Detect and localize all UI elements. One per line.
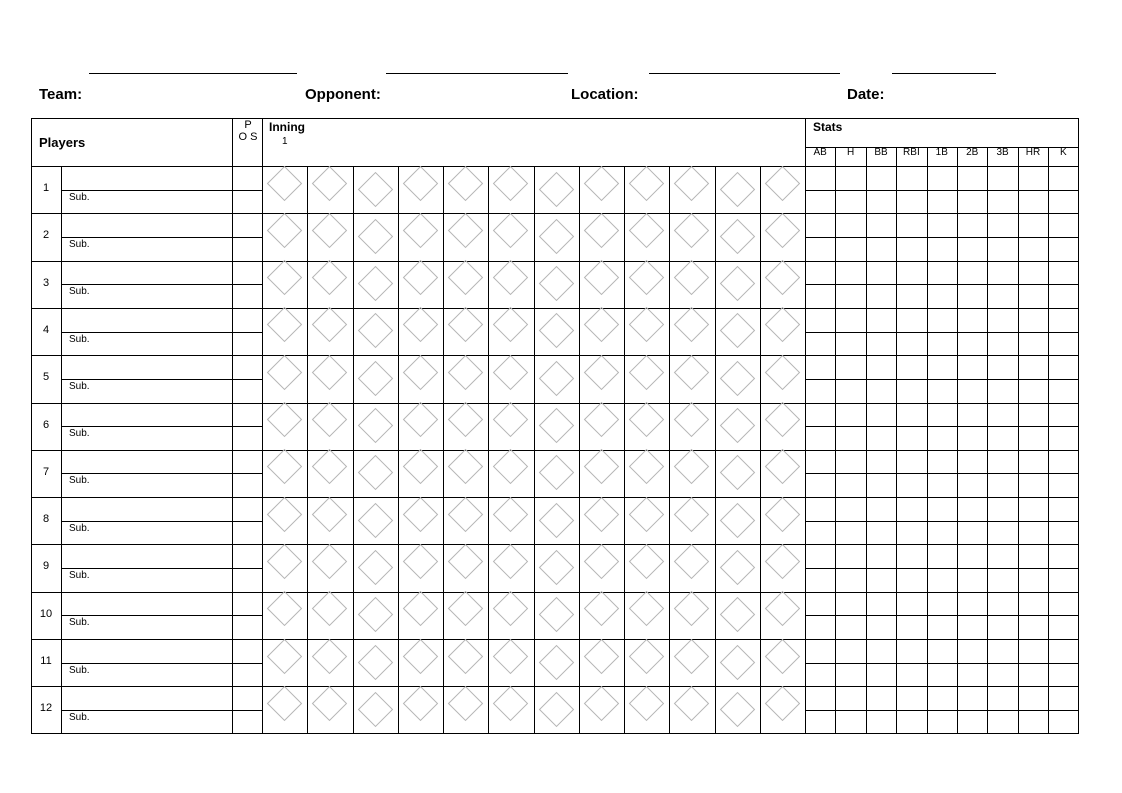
- grid-column-divider: [987, 147, 988, 733]
- base-diamond-icon: [357, 408, 392, 443]
- base-diamond-icon: [403, 449, 438, 484]
- grid-row-divider: [805, 568, 1078, 569]
- base-diamond-icon: [538, 692, 573, 727]
- base-diamond-icon: [448, 638, 483, 673]
- base-diamond-icon: [403, 638, 438, 673]
- base-diamond-icon: [267, 165, 302, 200]
- stat-column-header: 3B: [996, 147, 1009, 158]
- inning-number: 1: [282, 136, 288, 147]
- base-diamond-icon: [538, 313, 573, 348]
- base-diamond-icon: [448, 213, 483, 248]
- base-diamond-icon: [312, 260, 347, 295]
- grid-column-divider: [262, 119, 263, 733]
- grid-column-divider: [866, 147, 867, 733]
- base-diamond-icon: [674, 402, 709, 437]
- base-diamond-icon: [312, 544, 347, 579]
- base-diamond-icon: [584, 260, 619, 295]
- base-diamond-icon: [584, 402, 619, 437]
- base-diamond-icon: [403, 165, 438, 200]
- grid-row-divider: [61, 426, 262, 427]
- sub-label: Sub.: [69, 570, 90, 582]
- pos-title-line1: P: [244, 119, 252, 131]
- stat-column-header: HR: [1025, 147, 1041, 158]
- base-diamond-icon: [267, 496, 302, 531]
- base-diamond-icon: [357, 644, 392, 679]
- grid-row-divider: [805, 710, 1078, 711]
- grid-column-divider: [835, 147, 836, 733]
- grid-row-divider: [262, 403, 1078, 404]
- base-diamond-icon: [312, 165, 347, 200]
- sub-label: Sub.: [69, 711, 90, 723]
- base-diamond-icon: [312, 449, 347, 484]
- base-diamond-icon: [312, 213, 347, 248]
- base-diamond-icon: [538, 219, 573, 254]
- base-diamond-icon: [719, 219, 754, 254]
- base-diamond-icon: [719, 455, 754, 490]
- base-diamond-icon: [267, 638, 302, 673]
- base-diamond-icon: [765, 307, 800, 342]
- base-diamond-icon: [584, 544, 619, 579]
- stat-column-header: AB: [813, 147, 827, 158]
- base-diamond-icon: [493, 686, 528, 721]
- base-diamond-icon: [312, 638, 347, 673]
- base-diamond-icon: [765, 496, 800, 531]
- date-blank-line: [892, 73, 996, 74]
- sub-label: Sub.: [69, 380, 90, 392]
- date-label: Date:: [847, 86, 885, 103]
- grid-row-divider: [61, 473, 262, 474]
- grid-row-divider: [61, 237, 262, 238]
- base-diamond-icon: [719, 597, 754, 632]
- grid-row-divider: [262, 308, 1078, 309]
- grid-row-divider: [32, 403, 262, 404]
- grid-row-divider: [805, 473, 1078, 474]
- grid-row-divider: [61, 521, 262, 522]
- base-diamond-icon: [629, 260, 664, 295]
- grid-row-divider: [262, 544, 1078, 545]
- base-diamond-icon: [538, 408, 573, 443]
- grid-row-divider: [32, 592, 262, 593]
- grid-row-divider: [262, 639, 1078, 640]
- grid-row-divider: [61, 615, 262, 616]
- grid-row-divider: [32, 544, 262, 545]
- base-diamond-icon: [493, 260, 528, 295]
- base-diamond-icon: [765, 165, 800, 200]
- grid-row-divider: [32, 686, 262, 687]
- base-diamond-icon: [403, 686, 438, 721]
- base-diamond-icon: [538, 455, 573, 490]
- base-diamond-icon: [267, 449, 302, 484]
- inning-title: Inning: [269, 120, 305, 134]
- grid-row-divider: [61, 190, 262, 191]
- base-diamond-icon: [403, 591, 438, 626]
- base-diamond-icon: [584, 638, 619, 673]
- base-diamond-icon: [448, 496, 483, 531]
- base-diamond-icon: [493, 307, 528, 342]
- base-diamond-icon: [719, 408, 754, 443]
- grid-row-divider: [805, 284, 1078, 285]
- base-diamond-icon: [584, 213, 619, 248]
- grid-row-divider: [262, 450, 1078, 451]
- base-diamond-icon: [403, 307, 438, 342]
- stat-column-header: RBI: [903, 147, 920, 158]
- base-diamond-icon: [674, 260, 709, 295]
- base-diamond-icon: [765, 686, 800, 721]
- base-diamond-icon: [538, 644, 573, 679]
- base-diamond-icon: [629, 686, 664, 721]
- base-diamond-icon: [493, 591, 528, 626]
- base-diamond-icon: [674, 591, 709, 626]
- base-diamond-icon: [584, 355, 619, 390]
- grid-row-divider: [805, 237, 1078, 238]
- base-diamond-icon: [765, 638, 800, 673]
- grid-row-divider: [32, 261, 262, 262]
- base-diamond-icon: [674, 686, 709, 721]
- grid-row-divider: [32, 308, 262, 309]
- base-diamond-icon: [538, 171, 573, 206]
- base-diamond-icon: [584, 307, 619, 342]
- opponent-blank-line: [386, 73, 568, 74]
- grid-row-divider: [32, 355, 262, 356]
- base-diamond-icon: [719, 361, 754, 396]
- base-diamond-icon: [357, 692, 392, 727]
- batting-order-number: 10: [39, 607, 53, 620]
- base-diamond-icon: [493, 544, 528, 579]
- base-diamond-icon: [584, 449, 619, 484]
- base-diamond-icon: [765, 402, 800, 437]
- grid-column-divider: [1048, 147, 1049, 733]
- stat-column-header: 1B: [935, 147, 948, 158]
- base-diamond-icon: [719, 171, 754, 206]
- grid-row-divider: [61, 332, 262, 333]
- base-diamond-icon: [629, 402, 664, 437]
- grid-row-divider: [262, 686, 1078, 687]
- base-diamond-icon: [312, 402, 347, 437]
- base-diamond-icon: [629, 213, 664, 248]
- grid-row-divider: [262, 592, 1078, 593]
- base-diamond-icon: [357, 550, 392, 585]
- base-diamond-icon: [448, 544, 483, 579]
- sub-label: Sub.: [69, 428, 90, 440]
- base-diamond-icon: [765, 213, 800, 248]
- scoresheet-grid: [31, 118, 1079, 734]
- base-diamond-icon: [493, 213, 528, 248]
- base-diamond-icon: [312, 591, 347, 626]
- base-diamond-icon: [267, 260, 302, 295]
- grid-row-divider: [32, 450, 262, 451]
- base-diamond-icon: [403, 544, 438, 579]
- base-diamond-icon: [267, 544, 302, 579]
- grid-row-divider: [805, 521, 1078, 522]
- grid-row-divider: [262, 355, 1078, 356]
- grid-column-divider: [1018, 147, 1019, 733]
- grid-row-divider: [805, 663, 1078, 664]
- base-diamond-icon: [357, 455, 392, 490]
- grid-row-divider: [61, 284, 262, 285]
- base-diamond-icon: [357, 171, 392, 206]
- base-diamond-icon: [719, 550, 754, 585]
- stat-column-header: 2B: [966, 147, 979, 158]
- base-diamond-icon: [765, 355, 800, 390]
- grid-row-divider: [262, 261, 1078, 262]
- stat-column-header: BB: [874, 147, 888, 158]
- base-diamond-icon: [719, 502, 754, 537]
- batting-order-number: 11: [40, 655, 52, 667]
- grid-row-divider: [805, 379, 1078, 380]
- team-blank-line: [89, 73, 297, 74]
- base-diamond-icon: [312, 686, 347, 721]
- sub-label: Sub.: [69, 333, 90, 345]
- base-diamond-icon: [267, 402, 302, 437]
- base-diamond-icon: [584, 496, 619, 531]
- location-label: Location:: [571, 86, 639, 103]
- base-diamond-icon: [448, 686, 483, 721]
- base-diamond-icon: [448, 307, 483, 342]
- base-diamond-icon: [629, 165, 664, 200]
- grid-row-divider: [262, 213, 1078, 214]
- grid-row-divider: [805, 615, 1078, 616]
- base-diamond-icon: [674, 307, 709, 342]
- batting-order-number: 3: [42, 276, 50, 289]
- base-diamond-icon: [312, 496, 347, 531]
- base-diamond-icon: [493, 638, 528, 673]
- base-diamond-icon: [629, 544, 664, 579]
- base-diamond-icon: [267, 686, 302, 721]
- batting-order-number: 12: [39, 702, 53, 715]
- players-title: Players: [39, 135, 86, 150]
- grid-row-divider: [32, 639, 262, 640]
- base-diamond-icon: [448, 355, 483, 390]
- grid-row-divider: [805, 332, 1078, 333]
- batting-order-number: 7: [42, 465, 50, 478]
- grid-row-divider: [32, 213, 262, 214]
- base-diamond-icon: [584, 591, 619, 626]
- base-diamond-icon: [765, 591, 800, 626]
- base-diamond-icon: [448, 165, 483, 200]
- grid-row-divider: [61, 663, 262, 664]
- batting-order-number: 4: [42, 323, 50, 336]
- grid-row-divider: [32, 166, 1078, 167]
- sub-label: Sub.: [69, 191, 90, 203]
- base-diamond-icon: [357, 313, 392, 348]
- batting-order-number: 6: [42, 418, 50, 431]
- location-blank-line: [649, 73, 840, 74]
- batting-order-number: 2: [42, 229, 50, 242]
- base-diamond-icon: [629, 307, 664, 342]
- pos-title-line2: O S: [238, 131, 258, 143]
- base-diamond-icon: [403, 496, 438, 531]
- base-diamond-icon: [629, 355, 664, 390]
- batting-order-number: 9: [42, 560, 50, 573]
- base-diamond-icon: [629, 449, 664, 484]
- base-diamond-icon: [674, 544, 709, 579]
- grid-column-divider: [957, 147, 958, 733]
- batting-order-number: 5: [42, 371, 50, 384]
- grid-column-divider: [927, 147, 928, 733]
- base-diamond-icon: [538, 550, 573, 585]
- base-diamond-icon: [312, 307, 347, 342]
- base-diamond-icon: [584, 686, 619, 721]
- base-diamond-icon: [629, 496, 664, 531]
- base-diamond-icon: [357, 266, 392, 301]
- grid-row-divider: [61, 710, 262, 711]
- base-diamond-icon: [448, 260, 483, 295]
- base-diamond-icon: [493, 496, 528, 531]
- grid-row-divider: [805, 190, 1078, 191]
- base-diamond-icon: [719, 644, 754, 679]
- stat-column-header: K: [1060, 147, 1067, 158]
- grid-row-divider: [805, 426, 1078, 427]
- base-diamond-icon: [403, 355, 438, 390]
- base-diamond-icon: [493, 165, 528, 200]
- pos-title: [233, 119, 263, 143]
- base-diamond-icon: [448, 402, 483, 437]
- base-diamond-icon: [719, 313, 754, 348]
- base-diamond-icon: [267, 213, 302, 248]
- base-diamond-icon: [267, 591, 302, 626]
- grid-row-divider: [32, 497, 262, 498]
- base-diamond-icon: [312, 355, 347, 390]
- base-diamond-icon: [357, 502, 392, 537]
- base-diamond-icon: [719, 266, 754, 301]
- grid-row-divider: [61, 568, 262, 569]
- base-diamond-icon: [584, 165, 619, 200]
- base-diamond-icon: [719, 692, 754, 727]
- team-label: Team:: [39, 86, 83, 103]
- grid-row-divider: [262, 497, 1078, 498]
- base-diamond-icon: [357, 219, 392, 254]
- grid-row-divider: [61, 379, 262, 380]
- base-diamond-icon: [448, 449, 483, 484]
- stat-column-header: H: [846, 147, 855, 158]
- base-diamond-icon: [267, 355, 302, 390]
- base-diamond-icon: [674, 355, 709, 390]
- base-diamond-icon: [538, 266, 573, 301]
- base-diamond-icon: [629, 638, 664, 673]
- sub-label: Sub.: [69, 475, 90, 487]
- base-diamond-icon: [538, 361, 573, 396]
- base-diamond-icon: [629, 591, 664, 626]
- base-diamond-icon: [403, 213, 438, 248]
- base-diamond-icon: [357, 361, 392, 396]
- base-diamond-icon: [538, 597, 573, 632]
- base-diamond-icon: [674, 449, 709, 484]
- base-diamond-icon: [674, 638, 709, 673]
- grid-column-divider: [896, 147, 897, 733]
- base-diamond-icon: [765, 260, 800, 295]
- opponent-label: Opponent:: [305, 86, 381, 103]
- base-diamond-icon: [493, 355, 528, 390]
- base-diamond-icon: [765, 449, 800, 484]
- base-diamond-icon: [674, 496, 709, 531]
- sub-label: Sub.: [69, 522, 90, 534]
- batting-order-number: 8: [42, 513, 50, 526]
- stats-title: Stats: [813, 120, 843, 134]
- sub-label: Sub.: [69, 664, 90, 676]
- base-diamond-icon: [403, 260, 438, 295]
- base-diamond-icon: [357, 597, 392, 632]
- sub-label: Sub.: [69, 238, 90, 250]
- base-diamond-icon: [674, 213, 709, 248]
- base-diamond-icon: [493, 402, 528, 437]
- base-diamond-icon: [267, 307, 302, 342]
- sub-label: Sub.: [69, 286, 90, 298]
- sub-label: Sub.: [69, 617, 90, 629]
- batting-order-number: 1: [42, 182, 50, 194]
- base-diamond-icon: [403, 402, 438, 437]
- base-diamond-icon: [493, 449, 528, 484]
- base-diamond-icon: [448, 591, 483, 626]
- base-diamond-icon: [765, 544, 800, 579]
- base-diamond-icon: [538, 502, 573, 537]
- base-diamond-icon: [674, 165, 709, 200]
